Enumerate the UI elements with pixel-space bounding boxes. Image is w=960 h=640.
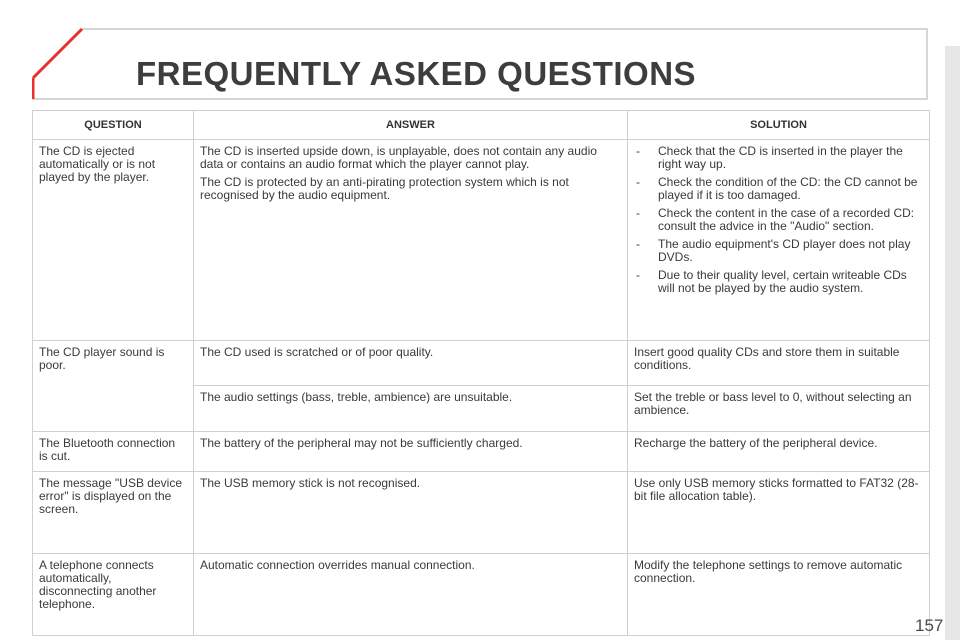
- column-header-answer: ANSWER: [194, 111, 628, 140]
- solution-cell: Set the treble or bass level to 0, without selecting an ambience.: [628, 386, 930, 432]
- question-cell: The CD is ejected automatically or is not played by the player.: [33, 140, 194, 341]
- solution-list: [634, 145, 923, 295]
- solution-item: - Due to their quality level, certain writeable CDs will not be played by the audio system.: [634, 269, 923, 295]
- column-header-question: QUESTION: [33, 111, 194, 140]
- solution-item: - Check the condition of the CD: the CD cannot be played if it is too damaged.: [634, 176, 923, 202]
- answer-text: The CD is protected by an anti-pirating protection system which is not recognised by the audio equipment.: [200, 175, 569, 202]
- answer-text: The CD is inserted upside down, is unplayable, does not contain any audio data or contains an audio format which the player cannot play.: [200, 144, 597, 171]
- solution-cell: [628, 140, 930, 341]
- answer-cell: The USB memory stick is not recognised.: [194, 472, 628, 554]
- page-number: 157: [915, 616, 944, 635]
- page-title: FREQUENTLY ASKED QUESTIONS: [136, 55, 697, 92]
- solution-cell: Modify the telephone settings to remove automatic connection.: [628, 554, 930, 636]
- answer-cell: [194, 140, 628, 341]
- table-row: [33, 432, 930, 472]
- answer-cell: Automatic connection overrides manual connection.: [194, 554, 628, 636]
- side-margin-bar: [945, 46, 960, 640]
- solution-item: - The audio equipment's CD player does not play DVDs.: [634, 238, 923, 264]
- question-cell: The message "USB device error" is displayed on the screen.: [33, 472, 194, 554]
- column-header-solution: SOLUTION: [628, 111, 930, 140]
- solution-cell: Use only USB memory sticks formatted to FAT32 (28-bit file allocation table).: [628, 472, 930, 554]
- question-cell: The CD player sound is poor.: [33, 341, 194, 432]
- answer-cell: The CD used is scratched or of poor quality.: [194, 341, 628, 386]
- table-row: [33, 472, 930, 554]
- table-row: [33, 140, 930, 341]
- question-cell: The Bluetooth connection is cut.: [33, 432, 194, 472]
- solution-cell: Insert good quality CDs and store them in suitable conditions.: [628, 341, 930, 386]
- table-row: [33, 554, 930, 636]
- solution-item: - Check the content in the case of a recorded CD: consult the advice in the "Audio" section.: [634, 207, 923, 233]
- answer-cell: The audio settings (bass, treble, ambience) are unsuitable.: [194, 386, 628, 432]
- solution-cell: Recharge the battery of the peripheral device.: [628, 432, 930, 472]
- faq-table: [32, 110, 930, 636]
- table-header-row: [33, 111, 930, 140]
- answer-cell: The battery of the peripheral may not be sufficiently charged.: [194, 432, 628, 472]
- question-cell: A telephone connects automatically, disconnecting another telephone.: [33, 554, 194, 636]
- table-row: [33, 341, 930, 386]
- solution-item: - Check that the CD is inserted in the player the right way up.: [634, 145, 923, 171]
